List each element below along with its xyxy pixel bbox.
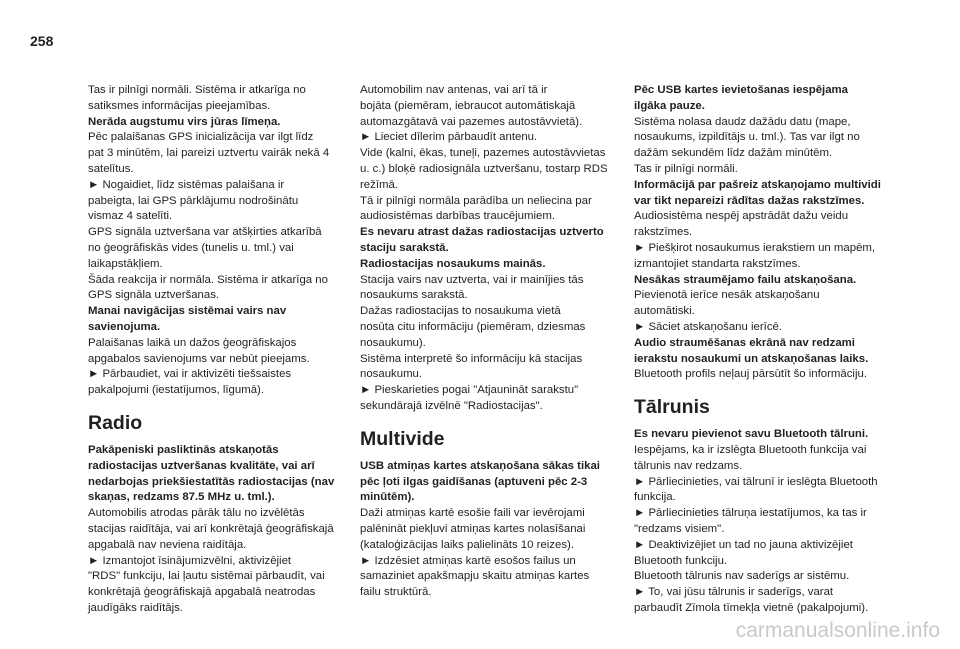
- bold-text-line: var tikt nepareizi rādītas dažas rakstzīmes.: [634, 194, 865, 207]
- bold-text-line: radiostacijas uztveršanas kvalitāte, vai arī: [88, 459, 315, 472]
- text-line: Bluetooth funkciju.: [634, 554, 728, 567]
- text-line: Daži atmiņas kartē esošie faili var ievērojami: [360, 507, 585, 520]
- text-line: ► Pārliecinieties, vai tālrunī ir ieslēgta Bluetooth: [634, 475, 878, 488]
- bold-text-line: minūtēm).: [360, 491, 415, 504]
- text-line: no ģeogrāfiskās vides (tunelis u. tml.) vai: [88, 241, 294, 254]
- text-line: bojāta (piemēram, iebraucot automātiskajā: [360, 99, 576, 112]
- text-line: automātiski.: [634, 305, 695, 318]
- bold-text-line: Radiostacijas nosaukums mainās.: [360, 257, 546, 270]
- text-line: nosaukums sarakstā.: [360, 289, 468, 302]
- text-line: failu struktūrā.: [360, 586, 432, 599]
- text-line: režīmā.: [360, 178, 398, 191]
- text-line: Audiosistēma nespēj apstrādāt dažu veidu: [634, 210, 849, 223]
- text-line: Šāda reakcija ir normāla. Sistēma ir atkarīga no: [88, 273, 328, 286]
- bold-text-line: Manai navigācijas sistēmai vairs nav: [88, 305, 287, 318]
- text-line: pakalpojumi (iestatījumos, līgumā).: [88, 384, 264, 397]
- watermark: carmanualsonline.info: [735, 619, 940, 642]
- text-line: ► Pārliecinieties tālruņa iestatījumos, ka tas ir: [634, 507, 867, 520]
- text-line: rakstzīmes.: [634, 226, 693, 239]
- text-line: (kataloģizācijas laiks palielināts 10 reizes).: [360, 538, 574, 551]
- text-line: Palaišanas laikā un dažos ģeogrāfiskajos: [88, 336, 297, 349]
- text-line: nosūta citu informāciju (piemēram, dziesmas: [360, 320, 586, 333]
- text-line: nosaukums, izpildītājs u. tml.). Tas var ilgt no: [634, 131, 860, 144]
- text-line: Tā ir pilnīgi normāla parādība un neliecina par: [360, 194, 592, 207]
- text-line: GPS signāla uztveršanas.: [88, 289, 220, 302]
- text-line: automazgātavā vai pazemes autostāvvietā).: [360, 115, 583, 128]
- text-line: Pievienotā ierīce nesāk atskaņošanu: [634, 289, 820, 302]
- text-line: "redzams visiem".: [634, 522, 725, 535]
- text-line: nosaukumu).: [360, 336, 426, 349]
- text-line: izmantojiet standarta rakstzīmes.: [634, 257, 801, 270]
- section-heading: Tālrunis: [634, 396, 710, 419]
- text-column-2: [360, 83, 640, 601]
- bold-text-line: Audio straumēšanas ekrānā nav redzami: [634, 336, 855, 349]
- text-line: vismaz 4 satelīti.: [88, 210, 173, 223]
- text-line: samaziniet apakšmapju skaitu atmiņas kartes: [360, 570, 590, 583]
- bold-text-line: ilgāka pauze.: [634, 99, 705, 112]
- text-line: funkcija.: [634, 491, 676, 504]
- text-line: laikapstākļiem.: [88, 257, 163, 270]
- text-line: Pēc palaišanas GPS inicializācija var ilgt līdz: [88, 131, 314, 144]
- text-line: ► Izdzēsiet atmiņas kartē esošos failus un: [360, 554, 576, 567]
- text-line: Bluetooth profils neļauj pārsūtīt šo informāciju.: [634, 368, 867, 381]
- bold-text-line: Es nevaru atrast dažas radiostacijas uztverto: [360, 226, 604, 239]
- text-line: satelītus.: [88, 162, 134, 175]
- text-line: apgabalos savienojums var nebūt pieejams.: [88, 352, 310, 365]
- text-column-3: [634, 83, 914, 617]
- text-line: Tas ir pilnīgi normāli.: [634, 162, 738, 175]
- text-line: ► Pārbaudiet, vai ir aktivizēti tiešsaistes: [88, 368, 292, 381]
- text-line: ► Izmantojot īsinājumizvēlni, aktivizējiet: [88, 554, 292, 567]
- bold-text-line: Informācijā par pašreiz atskaņojamo multividi: [634, 178, 881, 191]
- bold-text-line: Pakāpeniski pasliktinās atskaņotās: [88, 443, 279, 456]
- bold-text-line: ierakstu nosaukumi un atskaņošanas laiks.: [634, 352, 869, 365]
- text-line: parbaudīt Zīmola tīmekļa vietnē (pakalpojumi).: [634, 601, 869, 614]
- bold-text-line: skaņas, redzams 87.5 MHz u. tml.).: [88, 491, 275, 504]
- text-line: Automobilim nav antenas, vai arī tā ir: [360, 84, 548, 96]
- text-line: palēnināt piekļuvi atmiņas kartes nolasīšanai: [360, 522, 586, 535]
- text-line: dažām sekundēm līdz dažām minūtēm.: [634, 147, 833, 160]
- text-column-1: [88, 83, 368, 617]
- text-line: ► Pieskarieties pogai "Atjaunināt sarakstu": [360, 384, 579, 397]
- text-line: Bluetooth tālrunis nav saderīgs ar sistēmu.: [634, 570, 850, 583]
- text-line: audiosistēmas darbības traucējumiem.: [360, 210, 555, 223]
- text-line: konkrētajā ģeogrāfiskajā apgabalā neatrodas: [88, 586, 316, 599]
- text-line: Stacija vairs nav uztverta, vai ir mainījies tās: [360, 273, 584, 286]
- text-line: Sistēma nolasa daudz dažādu datu (mape,: [634, 115, 851, 128]
- text-line: Sistēma interpretē šo informāciju kā stacijas: [360, 352, 583, 365]
- text-line: satiksmes informācijas pieejamības.: [88, 99, 271, 112]
- bold-text-line: USB atmiņas kartes atskaņošana sākas tikai: [360, 459, 600, 472]
- text-line: Iespējams, ka ir izslēgta Bluetooth funkcija vai: [634, 443, 867, 456]
- section-heading: Radio: [88, 411, 143, 434]
- text-line: tālrunis nav redzams.: [634, 459, 743, 472]
- text-line: ► Sāciet atskaņošanu ierīcē.: [634, 320, 783, 333]
- text-line: jaudīgāks raidītājs.: [88, 601, 183, 614]
- text-line: pabeigta, lai GPS pārklājumu nodrošinātu: [88, 194, 299, 207]
- bold-text-line: Nesākas straumējamo failu atskaņošana.: [634, 273, 857, 286]
- text-line: Vide (kalni, ēkas, tuneļi, pazemes autostāvvietas: [360, 147, 606, 160]
- bold-text-line: Nerāda augstumu virs jūras līmeņa.: [88, 115, 281, 128]
- bold-text-line: Pēc USB kartes ievietošanas iespējama: [634, 84, 849, 96]
- text-line: ► Deaktivizējiet un tad no jauna aktivizējiet: [634, 538, 853, 551]
- text-line: Automobilis atrodas pārāk tālu no izvēlētās: [88, 507, 305, 520]
- text-line: nosaukumu.: [360, 368, 423, 381]
- text-line: apgabalā nav neviena raidītāja.: [88, 538, 247, 551]
- text-line: u. c.) bloķē radiosignāla uztveršanu, tostarp RDS: [360, 162, 608, 175]
- text-line: ► Nogaidiet, līdz sistēmas palaišana ir: [88, 178, 285, 191]
- text-line: ► To, vai jūsu tālrunis ir saderīgs, varat: [634, 586, 834, 599]
- section-heading: Multivide: [360, 427, 445, 450]
- text-line: pat 3 minūtēm, lai pareizi uztvertu vairāk nekā 4: [88, 147, 330, 160]
- text-line: sekundārajā izvēlnē "Radiostacijas".: [360, 399, 543, 412]
- text-line: ► Piešķirot nosaukumus ierakstiem un mapēm,: [634, 241, 876, 254]
- bold-text-line: staciju sarakstā.: [360, 241, 449, 254]
- text-line: Tas ir pilnīgi normāli. Sistēma ir atkarīga no: [88, 84, 306, 96]
- text-line: GPS signāla uztveršana var atšķirties atkarībā: [88, 226, 322, 239]
- text-line: ► Lieciet dīlerim pārbaudīt antenu.: [360, 131, 538, 144]
- bold-text-line: Es nevaru pievienot savu Bluetooth tālruni.: [634, 428, 869, 441]
- text-line: "RDS" funkciju, lai ļautu sistēmai pārbaudīt, vai: [88, 570, 325, 583]
- bold-text-line: savienojuma.: [88, 320, 161, 333]
- text-line: stacijas raidītāja, vai arī konkrētajā ģeogrāfiskajā: [88, 522, 334, 535]
- text-line: Dažas radiostacijas to nosaukuma vietā: [360, 305, 561, 318]
- bold-text-line: pēc ļoti ilgas gaidīšanas (aptuveni pēc 2-3: [360, 475, 588, 488]
- page-number: 258: [30, 33, 54, 49]
- bold-text-line: nedarbojas priekšiestatītās radiostacijas (nav: [88, 475, 335, 488]
